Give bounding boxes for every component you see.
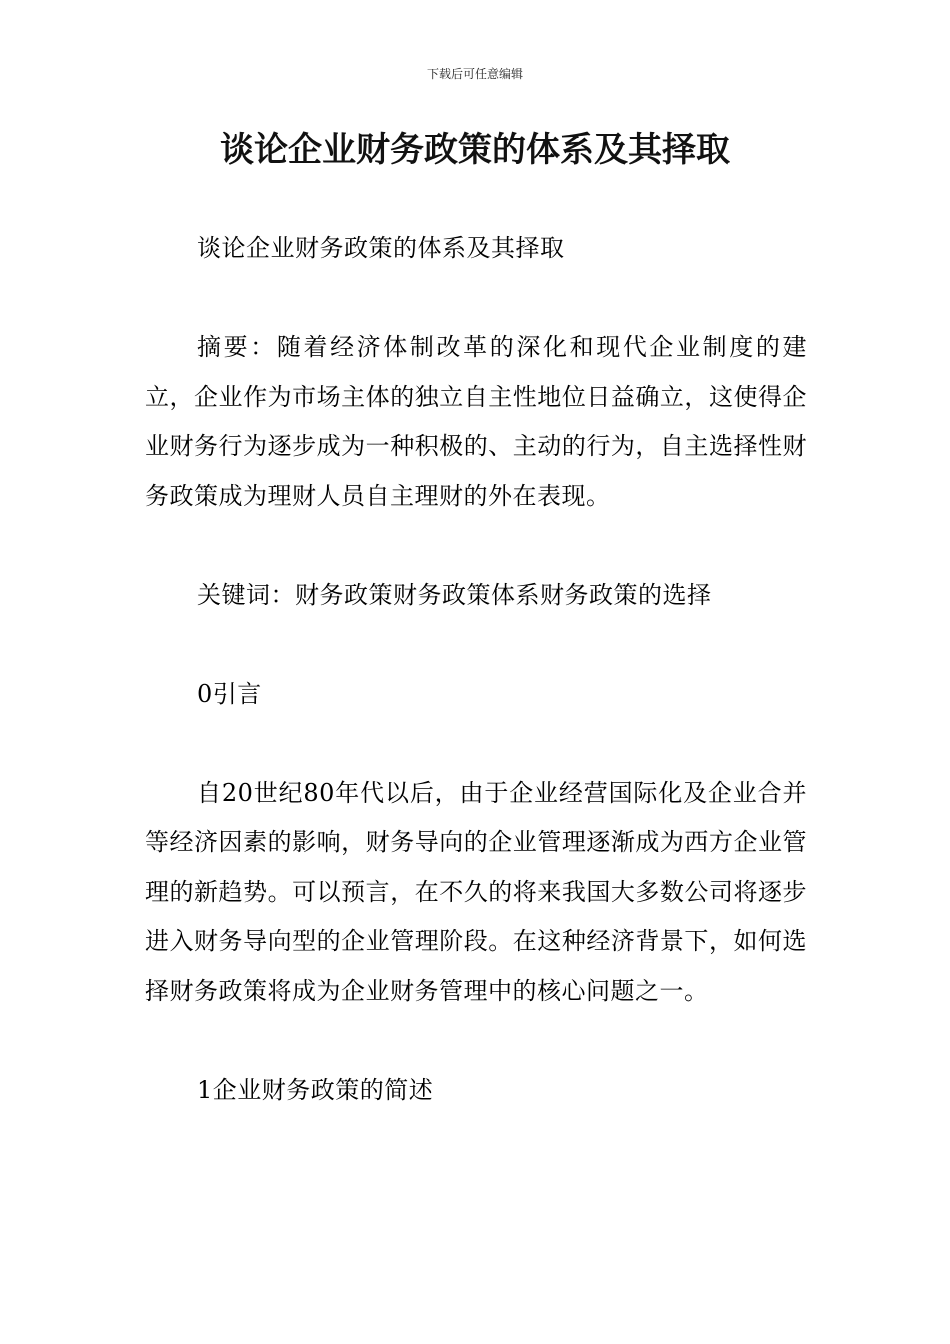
document-body <box>145 224 807 1115</box>
keywords-paragraph: 关键词：财务政策财务政策体系财务政策的选择 <box>197 580 712 609</box>
paragraph-spacer <box>145 521 807 571</box>
header-note: 下载后可任意编辑 <box>426 67 523 81</box>
paragraph-spacer <box>145 1016 807 1066</box>
paragraph-spacer <box>145 719 807 769</box>
paragraph-spacer <box>145 620 807 670</box>
introduction-paragraph: 自20世纪80年代以后，由于企业经营国际化及企业合并等经济因素的影响，财务导向的企业管理逐渐成为西方企业管理的新趋势。可以预言，在不久的将来我国大多数公司将逐步进入财务导向型的企业管理阶段。在这种经济背景下，如何选择财务政策将成为企业财务管理中的核心问题之一。 <box>145 778 807 1005</box>
subtitle-paragraph: 谈论企业财务政策的体系及其择取 <box>197 234 565 262</box>
section-heading-1: 1企业财务政策的简述 <box>197 1075 434 1104</box>
paragraph-spacer <box>145 274 807 324</box>
section-heading-introduction: 0引言 <box>197 679 262 708</box>
document-title: 谈论企业财务政策的体系及其择取 <box>220 130 730 170</box>
abstract-paragraph: 摘要：随着经济体制改革的深化和现代企业制度的建立，企业作为市场主体的独立自主性地位日益确立，这使得企业财务行为逐步成为一种积极的、主动的行为，自主选择性财务政策成为理财人员自主理财的外在表现。 <box>145 333 807 510</box>
